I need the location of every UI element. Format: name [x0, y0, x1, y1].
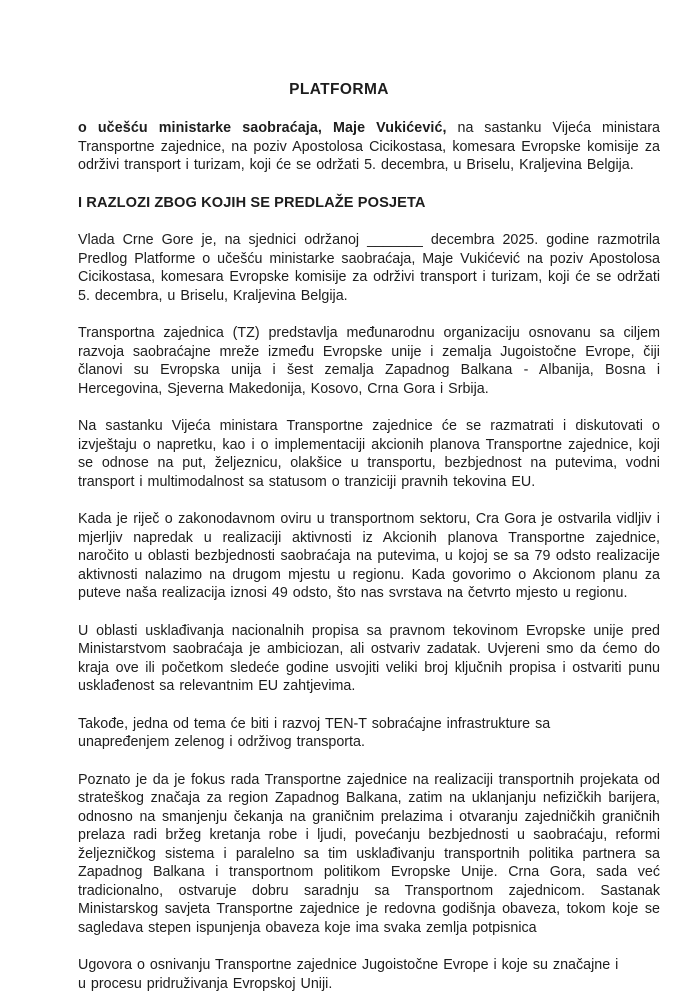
ten-t-line-1: Takođe, jedna od tema će biti i razvoj TEN-T sobraćajne infrastrukture sa: [78, 715, 551, 732]
paragraph-focus-of-work: Poznato je da je fokus rada Transportne zajednice na realizaciji transportnih projekata od strateškog značaja za region Zapadnog Balkana, zatim na uklanjanju nefizičkih barijera, odnosno na smanjenju čekanja na graničnim prelazima i otvaranju zajedničkih graničnih prelaza radi bržeg kretanja robe i ljudi, povećanju bezbjednosti u saobraćaju, reformi željezničkog sistema i paralelno sa tim usklađivanju transportnih politika partnera sa Zapadnog Balkana i transportnom politikom Evropske Unije. Crna Gora, sada već tradicionalno, ostvaruje dobru saradnju sa Transportnom zajednicom. Sastanak Ministarskog savjeta Transportne zajednice je redovna godišnja obaveza, tokom koje se sagledava stepen ispunjenja obaveza koje ima svaka zemlja potpisnica: [78, 771, 660, 936]
paragraph-ten-t-infrastructure: [78, 715, 660, 752]
paragraph-meeting-topics: Na sastanku Vijeća ministara Transportne zajednice će se razmatrati i diskutovati o izvještaju o napretku, kao i o implementaciji akcionih planova Transportne zajednice, koji se odnose na put, željeznicu, olakšice u transportu, bezbjednost na putevima, vodni transport i multimodalnost sa statusom o tranziciji pravnih tekovina EU.: [78, 418, 660, 490]
intro-rest-text: na sastanku Vijeća ministara Transportne zajednice, na poziv Apostolosa Cicikostasa, komesara Evropske komisije za održivi transport i turizam, koji će se održati 5. decembra, u Briselu, Kraljevina Belgija.: [78, 120, 660, 173]
paragraph-legislative-progress: Kada je riječ o zakonodavnom oviru u transportnom sektoru, Cra Gora je ostvarila vidljiv i mjerljiv napredak u realizaciji aktivnosti iz Akcionih planova Transportne zajednice, naročito u oblasti bezbjednosti saobraćaja na putevima, u kojoj se sa 79 odsto realizacije aktivnosti nalazimo na drugom mjestu u regionu. Kada govorimo o Akcionom planu za puteve naša realizacija iznosi 49 odsto, što nas svrstava na četvrto mjesto u regionu.: [78, 511, 660, 601]
agreement-line-2: u procesu pridruživanja Evropskoj Uniji.: [78, 975, 333, 992]
section-heading-reasons-for-visit: I RAZLOZI ZBOG KOJIH SE PREDLAŽE POSJETA: [78, 194, 426, 211]
paragraph-transport-community-definition: Transportna zajednica (TZ) predstavlja međunarodnu organizaciju osnovanu sa ciljem razvoja saobraćajne mreže između Evropske unije i zemalja Jugoistočne Evrope, čiji članovi su Evropska unija i šest zemalja Zapadnog Balkana - Albanija, Bosna i Hercegovina, Sjeverna Makedonija, Kosovo, Crna Gora i Srbija.: [78, 325, 660, 397]
paragraph-founding-agreement: [78, 956, 660, 993]
intro-bold-text: o učešću ministarke saobraćaja, Maje Vukićević,: [78, 120, 447, 136]
paragraph-intro: [78, 119, 660, 175]
agreement-line-1: Ugovora o osnivanju Transportne zajednice Jugoistočne Evrope i koje su značajne i: [78, 957, 619, 973]
paragraph-government-session: Vlada Crne Gore je, na sjednici održanoj _______ decembra 2025. godine razmotrila Predlog Platforme o učešću ministarke saobraćaja, Maje Vukićević na poziv Apostolosa Cicikostasa, komesara Evropske komisije za održivi transport i turizam, koji će se održati 5. decembra, u Briselu, Kraljevina Belgija.: [78, 232, 660, 304]
paragraph-eu-alignment: U oblasti usklađivanja nacionalnih propisa sa pravnom tekovinom Evropske unije pred Ministarstvom saobraćaja je ambiciozan, ali ostvariv zadatak. Uvjereni smo da ćemo do kraja ove ili početkom sledeće godine usvojiti veliki broj ključnih propisa i ostvariti punu usklađenost sa relevantnim EU zahtjevima.: [78, 622, 660, 694]
ten-t-line-2: unapređenjem zelenog i održivog transporta.: [78, 734, 365, 750]
document-title: PLATFORMA: [289, 81, 389, 98]
